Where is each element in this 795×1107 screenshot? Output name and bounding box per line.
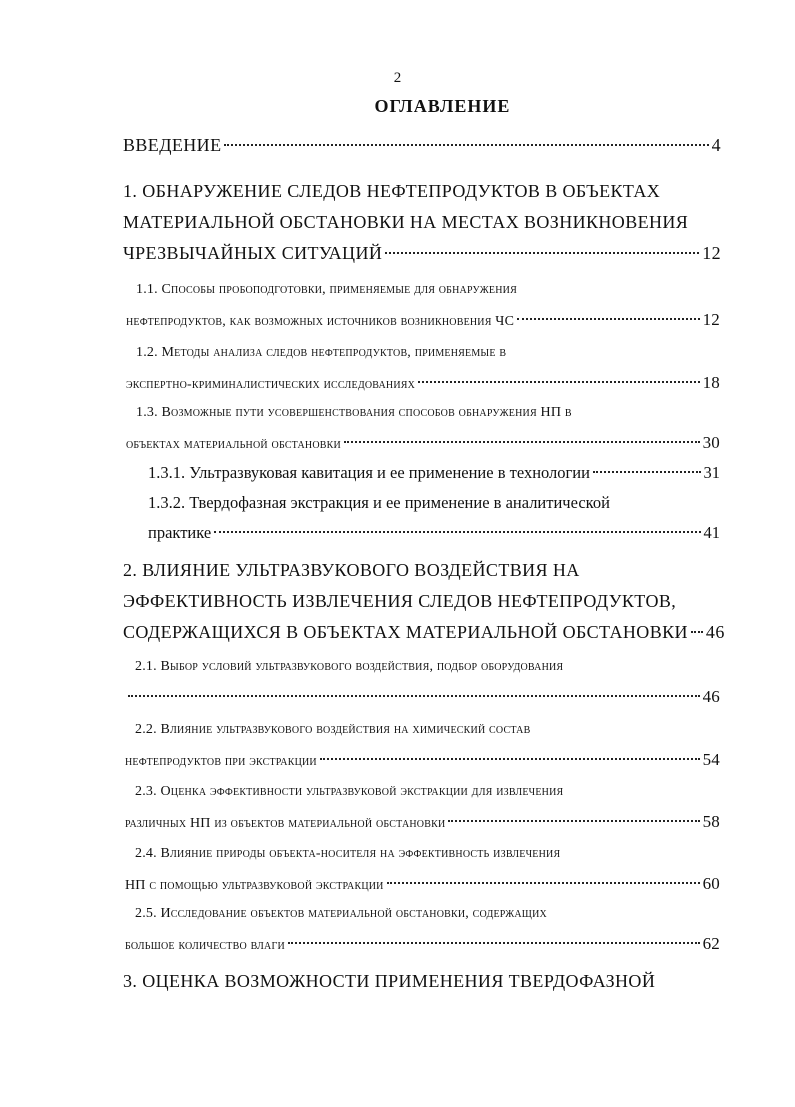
dot-leader <box>448 820 699 822</box>
toc-entry-text: СОДЕРЖАЩИХСЯ В ОБЪЕКТАХ МАТЕРИАЛЬНОЙ ОБСТАНОВКИ <box>123 622 688 642</box>
toc-entry-text: ЭФФЕКТИВНОСТЬ ИЗВЛЕЧЕНИЯ СЛЕДОВ НЕФТЕПРОДУКТОВ, <box>123 591 677 611</box>
toc-leader-line <box>125 745 720 775</box>
toc-leader-line <box>126 368 720 398</box>
toc-leader-line <box>148 518 720 548</box>
toc-entry-chapter-3[interactable] <box>123 966 721 997</box>
toc-entry-text: 1. ОБНАРУЖЕНИЕ СЛЕДОВ НЕФТЕПРОДУКТОВ В ОБЪЕКТАХ <box>123 181 661 201</box>
toc-page-number: 41 <box>703 523 720 542</box>
toc-entry-text: ЧРЕЗВЫЧАЙНЫХ СИТУАЦИЙ <box>123 243 383 263</box>
toc-entry-text: 1.2. Методы анализа следов нефтепродуктов, применяемые в <box>136 345 507 360</box>
toc-page-number: 62 <box>702 934 720 953</box>
dot-leader <box>128 695 700 697</box>
dot-leader <box>320 758 700 760</box>
toc-entry-text: 2.3. Оценка эффективности ультразвуковой экстракции для извлечения <box>135 784 564 799</box>
toc-page-number: 4 <box>711 135 721 155</box>
toc-leader-line <box>148 458 720 488</box>
toc-entry-text: 1.3. Возможные пути усовершенствования способов обнаружения НП в <box>136 405 572 420</box>
toc-leader-line <box>125 929 720 959</box>
toc-page-number: 58 <box>702 812 720 831</box>
toc-page-number: 30 <box>702 433 720 452</box>
toc-leader-line <box>123 238 721 269</box>
toc-entry-text: 2.4. Влияние природы объекта-носителя на эффективность извлечения <box>135 846 561 861</box>
toc-entry-text: большое количество влаги <box>125 938 285 953</box>
toc-entry-chapter-1[interactable] <box>123 176 721 269</box>
toc-leader-line <box>123 617 725 648</box>
toc-entry-section-2-4[interactable] <box>125 839 720 899</box>
toc-entry-text: 1.1. Способы пробоподготовки, применяемые для обнаружения <box>136 282 517 297</box>
dot-leader <box>224 144 708 146</box>
toc-title: ОГЛАВЛЕНИЕ <box>374 96 511 116</box>
dot-leader <box>593 471 701 473</box>
toc-leader-line <box>123 130 721 161</box>
toc-entry-text: НП с помощью ультразвуковой экстракции <box>125 878 384 893</box>
toc-entry-text: практике <box>148 523 212 542</box>
toc-page-number: 12 <box>702 310 720 329</box>
dot-leader <box>385 252 699 254</box>
toc-entry-section-1-3-1[interactable] <box>148 458 720 488</box>
dot-leader <box>214 531 700 533</box>
toc-entry-section-1-2[interactable] <box>126 338 720 398</box>
toc-leader-line <box>126 305 720 335</box>
toc-page-number: 46 <box>702 687 720 706</box>
toc-entry-text: нефтепродуктов, как возможных источников возникновения ЧС <box>126 314 515 329</box>
toc-entry-chapter-2[interactable] <box>123 555 725 648</box>
toc-entry-intro[interactable] <box>123 130 721 161</box>
toc-page-number: 54 <box>702 750 720 769</box>
toc-entry-section-2-5[interactable] <box>125 899 720 959</box>
toc-entry-text: нефтепродуктов при экстракции <box>125 754 317 769</box>
dot-leader <box>288 942 700 944</box>
toc-entry-section-1-3[interactable] <box>126 398 720 458</box>
toc-entry-section-2-1[interactable] <box>135 652 720 712</box>
toc-entry-text: 3. ОЦЕНКА ВОЗМОЖНОСТИ ПРИМЕНЕНИЯ ТВЕРДОФАЗНОЙ <box>123 971 656 991</box>
page-number: 2 <box>393 70 402 86</box>
toc-entry-text: объектах материальной обстановки <box>126 437 341 452</box>
toc-entry-section-1-3-2[interactable] <box>148 488 720 548</box>
dot-leader <box>418 381 700 383</box>
toc-entry-text: ВВЕДЕНИЕ <box>123 135 222 155</box>
dot-leader <box>344 441 700 443</box>
toc-leader-line <box>125 869 720 899</box>
toc-entry-text: 2. ВЛИЯНИЕ УЛЬТРАЗВУКОВОГО ВОЗДЕЙСТВИЯ НА <box>123 560 580 580</box>
toc-entry-section-1-1[interactable] <box>126 275 720 335</box>
dot-leader <box>691 631 703 633</box>
dot-leader <box>387 882 700 884</box>
toc-page-number: 46 <box>705 622 725 642</box>
dot-leader <box>517 318 699 320</box>
toc-page-number: 31 <box>703 463 720 482</box>
toc-entry-text: 1.3.2. Твердофазная экстракция и ее применение в аналитической <box>148 493 610 512</box>
toc-leader-line <box>125 807 720 837</box>
toc-leader-line <box>126 428 720 458</box>
toc-entry-text: экспертно-криминалистических исследованиях <box>126 377 416 392</box>
toc-entry-text: различных НП из объектов материальной обстановки <box>125 816 446 831</box>
toc-entry-text: 2.5. Исследование объектов материальной обстановки, содержащих <box>135 906 547 921</box>
toc-entry-section-2-3[interactable] <box>125 777 720 837</box>
toc-entry-section-2-2[interactable] <box>125 715 720 775</box>
toc-entry-text: 1.3.1. Ультразвуковая кавитация и ее применение в технологии <box>148 463 590 482</box>
toc-entry-text: 2.2. Влияние ультразвукового воздействия на химический состав <box>135 722 531 737</box>
toc-page-number: 12 <box>702 243 721 263</box>
toc-entry-text: МАТЕРИАЛЬНОЙ ОБСТАНОВКИ НА МЕСТАХ ВОЗНИКНОВЕНИЯ <box>123 212 689 232</box>
toc-page-number: 18 <box>702 373 720 392</box>
toc-page-number: 60 <box>702 874 720 893</box>
toc-entry-text: 2.1. Выбор условий ультразвукового воздействия, подбор оборудования <box>135 659 564 674</box>
toc-leader-line <box>125 682 720 712</box>
